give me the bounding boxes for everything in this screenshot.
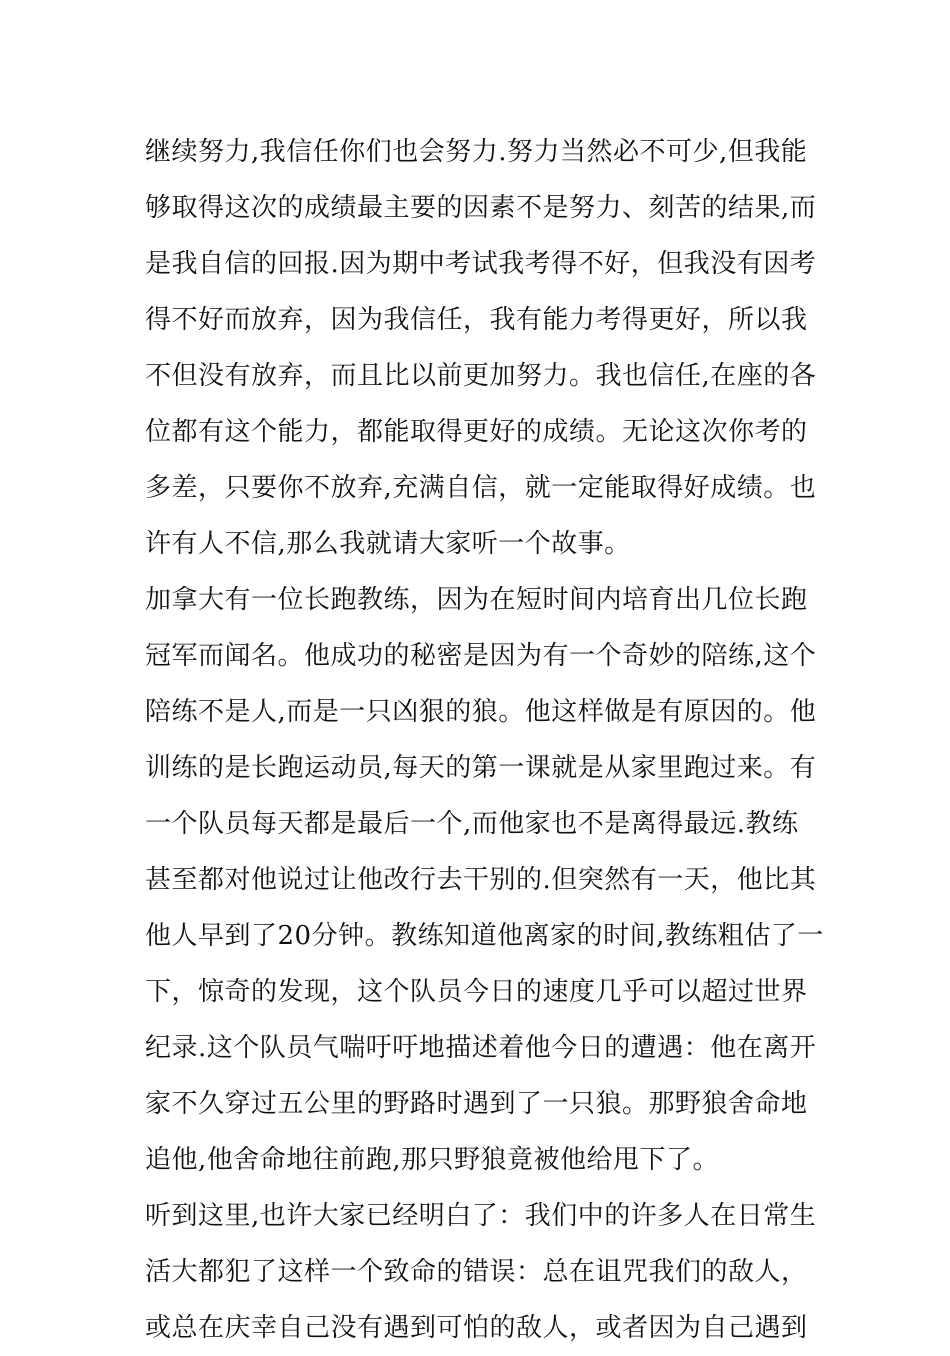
- text-line: 冠军而闻名。他成功的秘密是因为有一个奇妙的陪练,这个: [145, 641, 817, 671]
- text-line: 一个队员每天都是最后一个,而他家也不是离得最远.教练: [145, 809, 799, 839]
- body-text: [145, 124, 824, 1356]
- text-line: 陪练不是人,而是一只凶狠的狼。他这样做是有原因的。他: [145, 697, 817, 727]
- text-line: 继续努力,我信任你们也会努力.努力当然必不可少,但我能: [145, 137, 808, 167]
- text-line: 位都有这个能力，都能取得更好的成绩。无论这次你考的: [145, 417, 808, 447]
- text-line: 是我自信的回报.因为期中考试我考得不好，但我没有因考: [145, 249, 817, 279]
- text-line: 听到这里,也许大家已经明白了：我们中的许多人在日常生: [145, 1201, 817, 1231]
- text-line: 许有人不信,那么我就请大家听一个故事。: [145, 529, 631, 559]
- text-line: 够取得这次的成绩最主要的因素不是努力、刻苦的结果,而: [145, 193, 817, 223]
- text-line: 追他,他舍命地往前跑,那只野狼竟被他给甩下了。: [145, 1145, 720, 1175]
- text-line: 不但没有放弃，而且比以前更加努力。我也信任,在座的各: [145, 361, 817, 391]
- text-line: 或总在庆幸自己没有遇到可怕的敌人，或者因为自己遇到: [145, 1313, 808, 1343]
- text-line: 加拿大有一位长跑教练，因为在短时间内培育出几位长跑: [145, 585, 808, 615]
- text-line: 甚至都对他说过让他改行去干别的.但突然有一天，他比其: [145, 865, 817, 895]
- text-line: 下，惊奇的发现，这个队员今日的速度几乎可以超过世界: [145, 977, 808, 1007]
- text-line: 家不久穿过五公里的野路时遇到了一只狼。那野狼舍命地: [145, 1089, 808, 1119]
- text-line: 他人早到了20分钟。教练知道他离家的时间,教练粗估了一: [145, 921, 824, 951]
- text-line: 纪录.这个队员气喘吁吁地描述着他今日的遭遇：他在离开: [145, 1033, 817, 1063]
- text-line: 得不好而放弃，因为我信任，我有能力考得更好，所以我: [145, 305, 808, 335]
- text-line: 多差，只要你不放弃,充满自信，就一定能取得好成绩。也: [145, 473, 817, 503]
- text-line: 训练的是长跑运动员,每天的第一课就是从家里跑过来。有: [145, 753, 817, 783]
- text-line: 活大都犯了这样一个致命的错误：总在诅咒我们的敌人，: [145, 1257, 808, 1287]
